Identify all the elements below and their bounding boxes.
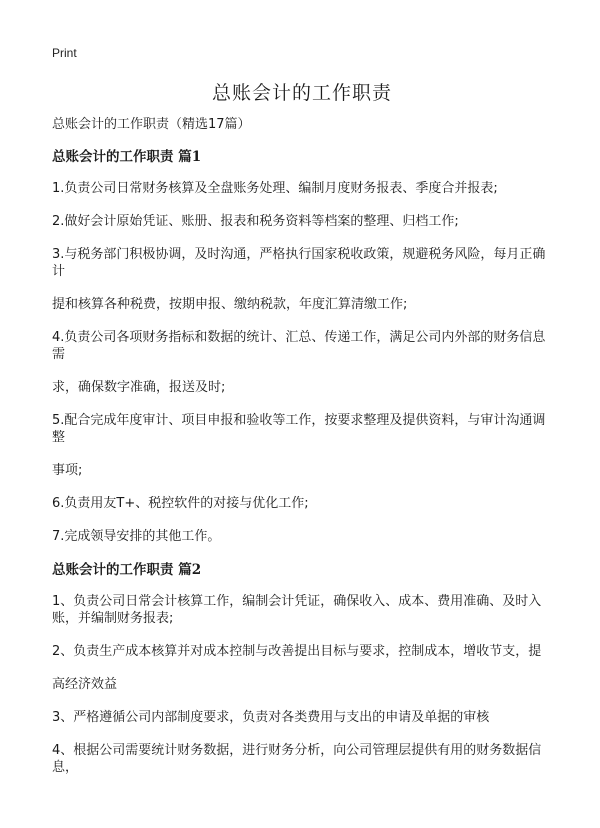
section-2-paragraph-2: 2、负责生产成本核算并对成本控制与改善提出目标与要求，控制成本，增收节支，提: [52, 644, 542, 659]
section-1-paragraph-4: 提和核算各种税费，按期申报、缴纳税款，年度汇算清缴工作;: [52, 297, 408, 312]
print-label: Print: [52, 46, 77, 60]
section-heading-1: 总账会计的工作职责 篇1: [52, 149, 202, 165]
section-1-paragraph-2: 2.做好会计原始凭证、账册、报表和税务资料等档案的整理、归档工作;: [52, 214, 459, 229]
section-2-paragraph-4: 3、严格遵循公司内部制度要求，负责对各类费用与支出的申请及单据的审核: [52, 710, 490, 725]
section-1-paragraph-6: 求，确保数字准确，报送及时;: [52, 380, 226, 395]
section-1-paragraph-10: 7.完成领导安排的其他工作。: [52, 529, 221, 544]
section-1-paragraph-7: 5.配合完成年度审计、项目申报和验收等工作，按要求整理及提供资料，与审计沟通调整: [52, 413, 546, 445]
document-subtitle: 总账会计的工作职责（精选17篇）: [52, 117, 251, 132]
section-2-paragraph-1: 1、负责公司日常会计核算工作，编制会计凭证，确保收入、成本、费用准确、及时入账，并编制财务报表;: [52, 594, 542, 626]
section-1-paragraph-9: 6.负责用友T+、税控软件的对接与优化工作;: [52, 496, 309, 511]
section-2-paragraph-3: 高经济效益: [52, 677, 118, 692]
section-1-paragraph-5: 4.负责公司各项财务指标和数据的统计、汇总、传递工作，满足公司内外部的财务信息需: [52, 330, 546, 362]
section-heading-2: 总账会计的工作职责 篇2: [52, 562, 202, 578]
section-1-paragraph-3: 3.与税务部门积极协调，及时沟通，严格执行国家税收政策，规避税务风险，每月正确计: [52, 247, 546, 279]
section-1-paragraph-1: 1.负责公司日常财务核算及全盘账务处理、编制月度财务报表、季度合并报表;: [52, 181, 498, 196]
section-2-paragraph-5: 4、根据公司需要统计财务数据，进行财务分析，向公司管理层提供有用的财务数据信息，: [52, 743, 542, 775]
document-title: 总账会计的工作职责: [211, 82, 392, 104]
section-1-paragraph-8: 事项;: [52, 463, 83, 478]
